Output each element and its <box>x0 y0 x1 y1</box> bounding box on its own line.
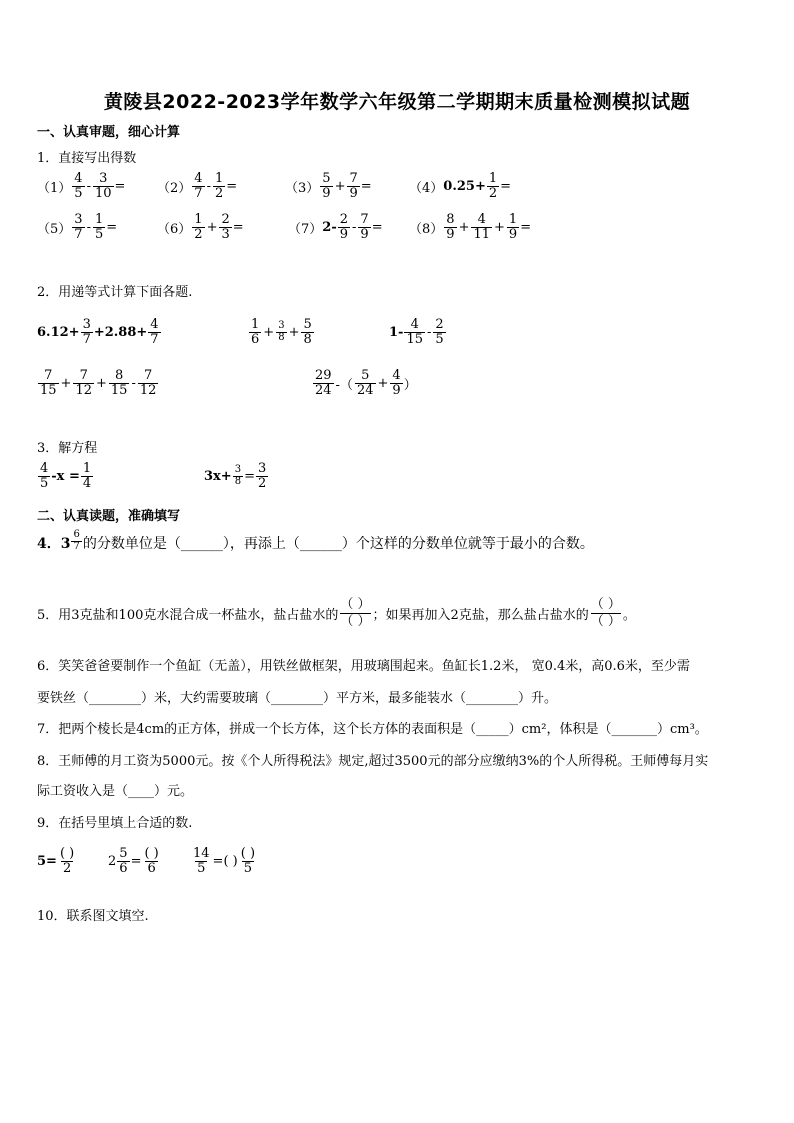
fraction: $\frac{1}{6}$ <box>251 317 260 347</box>
fraction: $\frac{8}{15}$ <box>110 368 128 398</box>
q9-item-1: 5= $\frac{( )}{2}$ <box>37 846 75 876</box>
answer-fraction-blank[interactable]: $\frac{( )}{5}$ <box>240 846 256 876</box>
fraction: $\frac{3}{2}$ <box>257 461 267 491</box>
question-4: 4．3 $\frac{6}{7}$ 的分数单位是（______），再添上（______）个这样的分数单位就等于最小的合数。 <box>37 529 594 552</box>
fraction: $\frac{1}{2}$ <box>488 171 498 201</box>
fraction: $\frac{4}{9}$ <box>392 368 401 398</box>
q3-equation-2: 3x+ $\frac{3}{8}$ = $\frac{3}{2}$ <box>204 461 267 491</box>
q9-item-3: $\frac{14}{5}$ = ( ) $\frac{( )}{5}$ <box>193 846 256 876</box>
q1-problem-3: （3） $\frac{5}{9}$ + $\frac{7}{9}$ = <box>285 171 372 201</box>
fraction: $\frac{3}{8}$ <box>278 320 285 343</box>
question-7: 7．把两个棱长是4cm的正方体，拼成一个长方体，这个长方体的表面积是（_____）cm²，体积是（_______）cm³。 <box>37 722 708 737</box>
problem-tag: （1） <box>37 180 72 196</box>
q1-problem-6: （6） $\frac{1}{2}$ + $\frac{2}{3}$ = <box>157 212 244 242</box>
fraction: $\frac{7}{9}$ <box>360 212 369 242</box>
fraction: $\frac{1}{2}$ <box>214 171 224 201</box>
q1-problem-1: （1） $\frac{4}{5}$ - $\frac{3}{10}$ = <box>37 171 126 201</box>
fraction: $\frac{1}{2}$ <box>194 212 203 242</box>
fraction: $\frac{7}{15}$ <box>40 368 57 398</box>
answer-blank[interactable]: ( ) <box>223 853 238 869</box>
fraction: $\frac{5}{24}$ <box>356 368 374 398</box>
question-3-label: 3．解方程 <box>37 441 98 456</box>
question-8-line-2: 际工资收入是（____）元。 <box>37 784 194 799</box>
fraction: $\frac{4}{15}$ <box>406 317 423 347</box>
fraction: $\frac{1}{9}$ <box>508 212 518 242</box>
fraction: $\frac{3}{7}$ <box>82 317 91 347</box>
fraction: $\frac{5}{9}$ <box>322 171 331 201</box>
fraction: $\frac{29}{24}$ <box>315 368 332 398</box>
fraction: $\frac{5}{6}$ <box>119 846 128 876</box>
question-6-line-2: 要铁丝（________）米，大约需要玻璃（________）平方米，最多能装水（________）升。 <box>37 691 558 706</box>
fraction: $\frac{2}{5}$ <box>435 317 444 347</box>
fraction: $\frac{2}{3}$ <box>221 212 230 242</box>
answer-fraction-blank[interactable]: $\frac{( )}{( )}$ <box>590 597 621 629</box>
fraction: $\frac{3}{10}$ <box>94 171 112 201</box>
q2-expression-5: $\frac{29}{24}$ -（ $\frac{5}{24}$ + $\frac{4}{9}$ ） <box>315 368 417 398</box>
fraction: $\frac{6}{7}$ <box>73 529 80 552</box>
q1-problem-4: （4） 0.25+ $\frac{1}{2}$ = <box>409 171 512 201</box>
fraction: $\frac{2}{9}$ <box>339 212 349 242</box>
q2-expression-3: 1- $\frac{4}{15}$ - $\frac{2}{5}$ <box>389 317 444 347</box>
question-10-label: 10．联系图文填空. <box>37 909 149 924</box>
q1-problem-5: （5） $\frac{3}{7}$ - $\frac{1}{5}$ = <box>37 212 118 242</box>
q2-expression-1: 6.12+ $\frac{3}{7}$ +2.88+ $\frac{4}{7}$ <box>37 317 159 347</box>
q1-problem-8: （8） $\frac{8}{9}$ + $\frac{4}{11}$ + $\frac{1}{9}$ = <box>409 212 532 242</box>
fraction: $\frac{4}{11}$ <box>473 212 491 242</box>
fraction: $\frac{4}{5}$ <box>74 171 83 201</box>
question-8-line-1: 8．王师傅的月工资为5000元。按《个人所得税法》规定,超过3500元的部分应缴纳3%的个人所得税。王师傅每月实 <box>37 754 709 769</box>
answer-fraction-blank[interactable]: $\frac{( )}{6}$ <box>144 846 159 876</box>
fraction: $\frac{5}{8}$ <box>303 317 312 347</box>
fraction: $\frac{7}{12}$ <box>75 368 92 398</box>
fraction: $\frac{3}{7}$ <box>74 212 83 242</box>
page-title: 黄陵县2022-2023学年数学六年级第二学期期末质量检测模拟试题 <box>103 91 691 113</box>
question-2-label: 2．用递等式计算下面各题. <box>37 285 193 300</box>
fraction: $\frac{1}{5}$ <box>94 212 104 242</box>
fraction: $\frac{8}{9}$ <box>446 212 455 242</box>
fraction: $\frac{3}{8}$ <box>234 464 242 487</box>
q9-item-2: 2 $\frac{5}{6}$ = $\frac{( )}{6}$ <box>108 846 159 876</box>
q2-expression-2: $\frac{1}{6}$ + $\frac{3}{8}$ + $\frac{5}{8}$ <box>251 317 312 347</box>
q1-problem-7: （7） 2- $\frac{2}{9}$ - $\frac{7}{9}$ = <box>288 212 383 242</box>
q3-equation-1: $\frac{4}{5}$ -x = $\frac{1}{4}$ <box>40 461 92 491</box>
fraction: $\frac{7}{12}$ <box>139 368 157 398</box>
fraction: $\frac{4}{7}$ <box>150 317 159 347</box>
fraction: $\frac{7}{9}$ <box>349 171 358 201</box>
fraction: $\frac{4}{5}$ <box>40 461 49 491</box>
question-6-line-1: 6．笑笑爸爸要制作一个鱼缸（无盖），用铁丝做框架，用玻璃围起来。鱼缸长1.2米， 宽0.4米，高0.6米，至少需 <box>37 659 690 674</box>
question-1-label: 1．直接写出得数 <box>37 151 137 166</box>
fraction: $\frac{14}{5}$ <box>193 846 210 876</box>
fraction: $\frac{1}{4}$ <box>82 461 92 491</box>
q2-expression-4: $\frac{7}{15}$ + $\frac{7}{12}$ + $\frac{8}{15}$ - $\frac{7}{12}$ <box>40 368 157 398</box>
answer-fraction-blank[interactable]: $\frac{( )}{2}$ <box>59 846 75 876</box>
q1-problem-2: （2） $\frac{4}{7}$ - $\frac{1}{2}$ = <box>157 171 238 201</box>
answer-fraction-blank[interactable]: $\frac{( )}{( )}$ <box>340 597 371 629</box>
question-5: 5．用3克盐和100克水混合成一杯盐水，盐占盐水的 $\frac{( )}{( )}$ ；如果再加入2克盐，那么盐占盐水的 $\frac{( )}{( )}$ 。 <box>37 597 636 629</box>
fraction: $\frac{4}{7}$ <box>194 171 203 201</box>
section-heading-2: 二、认真读题，准确填写 <box>37 509 181 524</box>
question-9-label: 9．在括号里填上合适的数. <box>37 816 193 831</box>
section-heading-1: 一、认真审题，细心计算 <box>37 125 181 140</box>
